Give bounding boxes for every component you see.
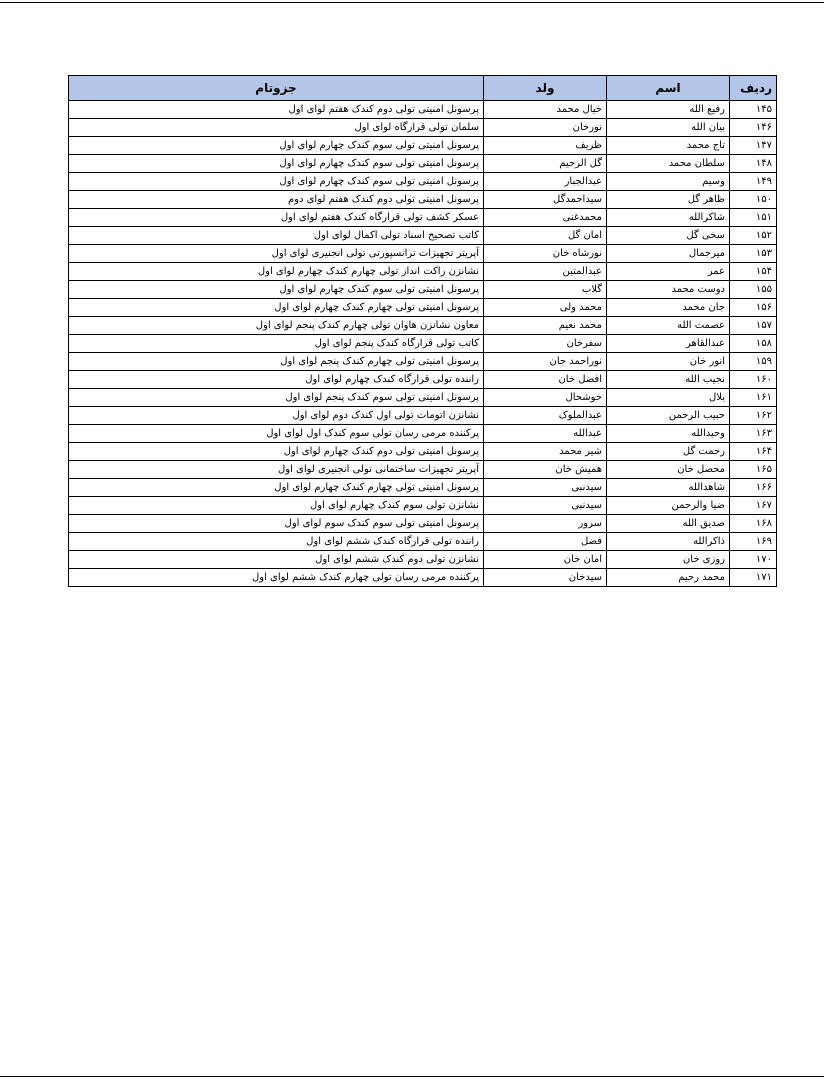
cell-father: سیدنبی <box>484 497 607 515</box>
cell-father: سیدخان <box>484 569 607 587</box>
cell-unit: پرسونل امنیتی تولی چهارم کندک چهارم لوای اول <box>69 479 484 497</box>
cell-unit: راننده تولی قرارگاه کندک ششم لوای اول <box>69 533 484 551</box>
cell-unit: نشانزن تولی سوم کندک چهارم لوای اول <box>69 497 484 515</box>
table-row <box>69 317 777 335</box>
cell-name: ذاکرالله <box>607 533 730 551</box>
table-row <box>69 155 777 173</box>
page-top-rule <box>0 2 824 3</box>
cell-name: روزی خان <box>607 551 730 569</box>
cell-father: محمد ولی <box>484 299 607 317</box>
table-row <box>69 389 777 407</box>
cell-father: محمد نعیم <box>484 317 607 335</box>
table-row <box>69 371 777 389</box>
cell-father: سیداحمدگل <box>484 191 607 209</box>
cell-name: میرجمال <box>607 245 730 263</box>
cell-index: ۱۵۴ <box>730 263 777 281</box>
table-row <box>69 335 777 353</box>
cell-unit: پرسونل امنیتی تولی سوم کندک پنجم لوای اول <box>69 389 484 407</box>
table-row <box>69 569 777 587</box>
cell-father: نوراحمد جان <box>484 353 607 371</box>
cell-father: عبدالملوک <box>484 407 607 425</box>
cell-name: رحمت گل <box>607 443 730 461</box>
table-row <box>69 119 777 137</box>
cell-index: ۱۶۷ <box>730 497 777 515</box>
cell-index: ۱۶۴ <box>730 443 777 461</box>
cell-name: رفیع الله <box>607 101 730 119</box>
cell-index: ۱۶۱ <box>730 389 777 407</box>
page-bottom-rule <box>0 1076 824 1077</box>
cell-unit: پرسونل امنیتی تولی سوم کندک چهارم لوای اول <box>69 173 484 191</box>
cell-father: عبدالجبار <box>484 173 607 191</box>
table-row <box>69 407 777 425</box>
cell-index: ۱۴۸ <box>730 155 777 173</box>
cell-name: وحیدالله <box>607 425 730 443</box>
table-row <box>69 173 777 191</box>
cell-name: عمر <box>607 263 730 281</box>
cell-index: ۱۶۸ <box>730 515 777 533</box>
cell-index: ۱۶۵ <box>730 461 777 479</box>
cell-index: ۱۵۷ <box>730 317 777 335</box>
cell-index: ۱۴۵ <box>730 101 777 119</box>
table-row <box>69 479 777 497</box>
cell-name: شاکرالله <box>607 209 730 227</box>
cell-unit: عسکر کشف تولی قرارگاه کندک هفتم لوای اول <box>69 209 484 227</box>
cell-father: نورشاه خان <box>484 245 607 263</box>
cell-index: ۱۵۶ <box>730 299 777 317</box>
table-row <box>69 137 777 155</box>
table-row <box>69 245 777 263</box>
cell-name: محصل خان <box>607 461 730 479</box>
cell-index: ۱۷۱ <box>730 569 777 587</box>
cell-father: سرور <box>484 515 607 533</box>
cell-name: ضیا والرحمن <box>607 497 730 515</box>
cell-index: ۱۵۰ <box>730 191 777 209</box>
cell-name: ظاهر گل <box>607 191 730 209</box>
cell-index: ۱۴۹ <box>730 173 777 191</box>
cell-name: بیان الله <box>607 119 730 137</box>
header-unit: جزوتام <box>69 76 484 101</box>
cell-index: ۱۵۲ <box>730 227 777 245</box>
cell-unit: پرکننده مرمی رسان تولی چهارم کندک ششم لوای اول <box>69 569 484 587</box>
cell-unit: پرسونل امنیتی تولی سوم کندک چهارم لوای اول <box>69 137 484 155</box>
cell-unit: پرسونل امنیتی تولی چهارم کندک چهارم لوای اول <box>69 299 484 317</box>
cell-name: سلطان محمد <box>607 155 730 173</box>
table-body <box>69 101 777 587</box>
cell-unit: پرسونل امنیتی تولی سوم کندک چهارم لوای اول <box>69 281 484 299</box>
cell-unit: پرسونل امنیتی تولی سوم کندک سوم لوای اول <box>69 515 484 533</box>
table-row <box>69 515 777 533</box>
cell-unit: پرسونل امنیتی تولی دوم کندک هفتم لوای اول <box>69 101 484 119</box>
cell-unit: کاتب تصحیح اسناد تولی اکمال لوای اول <box>69 227 484 245</box>
cell-father: نورخان <box>484 119 607 137</box>
cell-unit: پرسونل امنیتی تولی دوم کندک هفتم لوای دوم <box>69 191 484 209</box>
table-row <box>69 533 777 551</box>
cell-father: امان گل <box>484 227 607 245</box>
table-row <box>69 191 777 209</box>
cell-father: خوشحال <box>484 389 607 407</box>
cell-unit: معاون نشانزن هاوان تولی چهارم کندک پنجم لوای اول <box>69 317 484 335</box>
header-row <box>69 76 777 101</box>
table-row <box>69 299 777 317</box>
cell-unit: پرسونل امنیتی تولی چهارم کندک پنجم لوای اول <box>69 353 484 371</box>
cell-unit: پرکننده مرمی رسان تولی سوم کندک اول لوای اول <box>69 425 484 443</box>
cell-father: سفرخان <box>484 335 607 353</box>
cell-father: گل الرحیم <box>484 155 607 173</box>
cell-index: ۱۵۹ <box>730 353 777 371</box>
cell-name: دوست محمد <box>607 281 730 299</box>
cell-name: صدیق الله <box>607 515 730 533</box>
cell-name: حبیب الرحمن <box>607 407 730 425</box>
cell-name: عبدالقاهر <box>607 335 730 353</box>
table-row <box>69 443 777 461</box>
cell-father: شیر محمد <box>484 443 607 461</box>
cell-father: عبدالله <box>484 425 607 443</box>
cell-father: افضل خان <box>484 371 607 389</box>
cell-name: محمد رحیم <box>607 569 730 587</box>
table-row <box>69 551 777 569</box>
cell-name: انور خان <box>607 353 730 371</box>
cell-unit: آپریتر تجهیزات ترانسپورتی تولی انجنیری لوای اول <box>69 245 484 263</box>
cell-index: ۱۴۷ <box>730 137 777 155</box>
cell-index: ۱۶۶ <box>730 479 777 497</box>
cell-unit: نشانزن راکت انداز تولی چهارم کندک چهارم لوای اول <box>69 263 484 281</box>
cell-father: خیال محمد <box>484 101 607 119</box>
cell-index: ۱۵۳ <box>730 245 777 263</box>
cell-name: عصمت الله <box>607 317 730 335</box>
header-father: ولد <box>484 76 607 101</box>
table-row <box>69 209 777 227</box>
cell-index: ۱۶۹ <box>730 533 777 551</box>
cell-name: نجیب الله <box>607 371 730 389</box>
cell-index: ۱۵۵ <box>730 281 777 299</box>
table-row <box>69 281 777 299</box>
cell-unit: نشانزن تولی دوم کندک ششم لوای اول <box>69 551 484 569</box>
cell-index: ۱۵۱ <box>730 209 777 227</box>
cell-index: ۱۶۲ <box>730 407 777 425</box>
roster-table <box>68 75 777 587</box>
cell-father: همیش خان <box>484 461 607 479</box>
cell-unit: پرسونل امنیتی تولی سوم کندک چهارم لوای اول <box>69 155 484 173</box>
cell-father: محمدغنی <box>484 209 607 227</box>
cell-name: بلال <box>607 389 730 407</box>
cell-name: سخی گل <box>607 227 730 245</box>
cell-name: وسیم <box>607 173 730 191</box>
cell-unit: راننده تولی قرارگاه کندک چهارم لوای اول <box>69 371 484 389</box>
table-row <box>69 461 777 479</box>
cell-name: تاج محمد <box>607 137 730 155</box>
table-row <box>69 497 777 515</box>
table-row <box>69 353 777 371</box>
table-row <box>69 227 777 245</box>
table-row <box>69 101 777 119</box>
cell-name: شاهدالله <box>607 479 730 497</box>
cell-index: ۱۶۰ <box>730 371 777 389</box>
cell-index: ۱۴۶ <box>730 119 777 137</box>
cell-father: امان خان <box>484 551 607 569</box>
cell-father: فضل <box>484 533 607 551</box>
cell-name: جان محمد <box>607 299 730 317</box>
table-row <box>69 263 777 281</box>
header-index: ردیف <box>730 76 777 101</box>
header-name: اسم <box>607 76 730 101</box>
cell-unit: پرسونل امنیتی تولی دوم کندک چهارم لوای اول <box>69 443 484 461</box>
cell-father: گلاب <box>484 281 607 299</box>
table-row <box>69 425 777 443</box>
cell-unit: آپریتر تجهیزات ساختمانی تولی انجنیری لوای اول <box>69 461 484 479</box>
cell-father: سیدنبی <box>484 479 607 497</box>
cell-unit: نشانزن اتومات تولی اول کندک دوم لوای اول <box>69 407 484 425</box>
cell-index: ۱۶۳ <box>730 425 777 443</box>
cell-unit: سلمان تولی قرارگاه لوای اول <box>69 119 484 137</box>
cell-unit: کاتب تولی قرارگاه کندک پنجم لوای اول <box>69 335 484 353</box>
cell-father: عبدالمتین <box>484 263 607 281</box>
cell-index: ۱۵۸ <box>730 335 777 353</box>
cell-father: ظریف <box>484 137 607 155</box>
cell-index: ۱۷۰ <box>730 551 777 569</box>
